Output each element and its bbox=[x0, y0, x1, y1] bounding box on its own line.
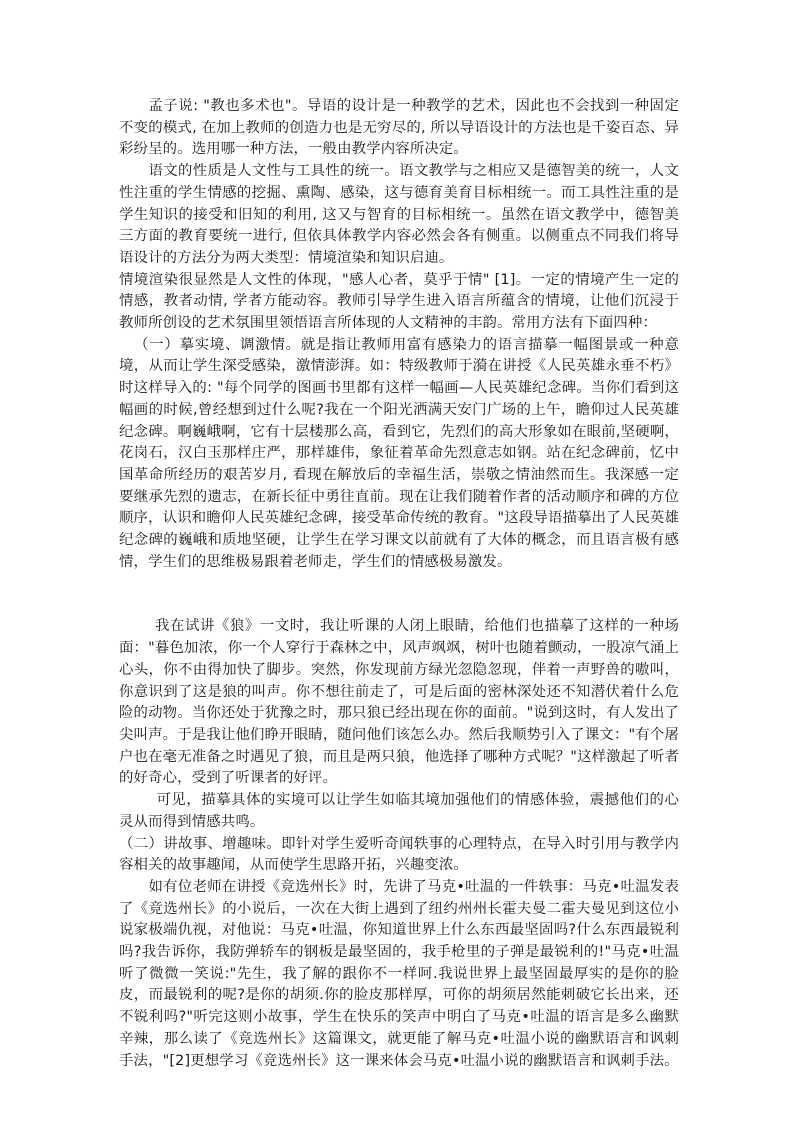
paragraph-method-one: （一）摹实境、调激情。就是指让教师用富有感染力的语言描摹一幅图景或一种意境，从而让学生深受感染，激情澎湃。如：特级教师于漪在讲授《人民英雄永垂不朽》时这样导入的: "每个同学的图画书里都有这样一幅画—人民英雄纪念碑。当你们看到这幅画的时候,曾经想到过什么呢?我在一个阳光洒满天安门广场的上午，瞻仰过人民英雄纪念碑。啊巍峨啊，它有十层楼那么高，看到它，先烈们的高大形象如在眼前,坚硬啊，花岗石，汉白玉那样庄严，那样雄伟，象征着革命先烈意志如钢。站在纪念碑前，忆中国革命所经历的艰苦岁月, 看现在解放后的幸福生活，崇敬之情油然而生。我深感一定要继承先烈的遗志，在新长征中勇往直前。现在让我们随着作者的活动顺序和碑的方位顺序，认识和瞻仰人民英雄纪念碑，接受革命传统的教育。"这段导语描摹出了人民英雄纪念碑的巍峨和质地坚硬，让学生在学习课文以前就有了大体的概念，而且语言极有感情，学生们的思维极易跟着老师走，学生们的情感极易激发。 bbox=[119, 336, 679, 570]
paragraph-conclusion: 可见，描摹具体的实境可以让学生如临其境加强他们的情感体验，震撼他们的心灵从而得到情感共鸣。 bbox=[119, 792, 679, 830]
document-page bbox=[119, 96, 679, 1072]
paragraph-mencius-quote: 孟子说: "教也多术也"。导语的设计是一种教学的艺术，因此也不会找到一种固定不变的模式, 在加上教师的创造力也是无穷尽的, 所以导语设计的方法也是千姿百态、异彩纷呈的。选用哪一种方法，一般由教学内容所决定。 bbox=[119, 98, 679, 158]
paragraph-situation-rendering: 情境渲染很显然是人文性的体现，"感人心者，莫乎于情" [1]。一定的情境产生一定的情感，教者动情, 学者方能动容。教师引导学生进入语言所蕴含的情境，让他们沉浸于教师所创设的艺术氛围里领悟语言所体现的人文精神的丰韵。常用方法有下面四种： bbox=[119, 271, 679, 332]
paragraph-language-nature: 语文的性质是人文性与工具性的统一。语文教学与之相应又是德智美的统一，人文性注重的学生情感的挖掘、熏陶、感染，这与德育美育目标相统一。而工具性注重的是学生知识的接受和旧知的利用, 这又与智育的目标相统一。虽然在语文教学中，德智美三方面的教育要统一进行, 但依具体教学内容必然会各有侧重。以侧重点不同我们将导语设计的方法分为两大类型：情境渲染和知识启迪。 bbox=[119, 163, 679, 266]
paragraph-gap bbox=[119, 573, 679, 616]
paragraph-wolf-example: 我在试讲《狼》一文时，我让听课的人闭上眼睛，给他们也描摹了这样的一种场面："暮色加浓，你一个人穿行于森林之中，风声飒飒，树叶也随着颤动，一股凉气涌上心头，你不由得加快了脚步。突然，你发现前方绿光忽隐忽现，伴着一声野兽的嗷叫，你意识到了这是狼的叫声。你不想往前走了，可是后面的密林深处还不知潜伏着什么危险的动物。当你还处于犹豫之时，那只狼已经出现在你的面前。"说到这时，有人发出了尖叫声。于是我让他们睁开眼睛，随问他们该怎么办。然后我顺势引入了课文："有个屠户也在毫无准备之时遇见了狼，而且是两只狼，他选择了哪种方式呢？"这样激起了听者的好奇心，受到了听课者的好评。 bbox=[119, 618, 679, 787]
paragraph-twain-example: 如有位老师在讲授《竞选州长》时，先讲了马克•吐温的一件轶事：马克•吐温发表了《竞选州长》的小说后，一次在大街上遇到了纽约州州长霍夫曼二霍夫曼见到这位小说家极端仇视，对他说：马克•吐温，你知道世界上什么东西最坚固吗?什么东西最锐利吗?我告诉你，我防弹轿车的钢板是最坚固的，我手枪里的子弹是最锐利的!"马克•吐温听了微微一笑说:"先生，我了解的跟你不一样呵.我说世界上最坚固最厚实的是你的脸皮，而最锐利的呢?是你的胡须.你的脸皮那样厚，可你的胡须居然能刺破它长出来，还不锐利吗?"听完这则小故事，学生在快乐的笑声中明白了马克•吐温的语言是多么幽默辛辣，那么读了《竞选州长》这篇课文，就更能了解马克•吐温小说的幽默语言和讽刺手法，"[2]更想学习《竞选州长》这一课来体会马克•吐温小说的幽默语言和讽刺手法。 bbox=[119, 878, 679, 1069]
paragraph-method-two: （二）讲故事、增趣味。即针对学生爱听奇闻轶事的心理特点，在导入时引用与教学内容相关的故事趣闻，从而使学生思路开拓，兴趣变浓。 bbox=[119, 835, 679, 874]
